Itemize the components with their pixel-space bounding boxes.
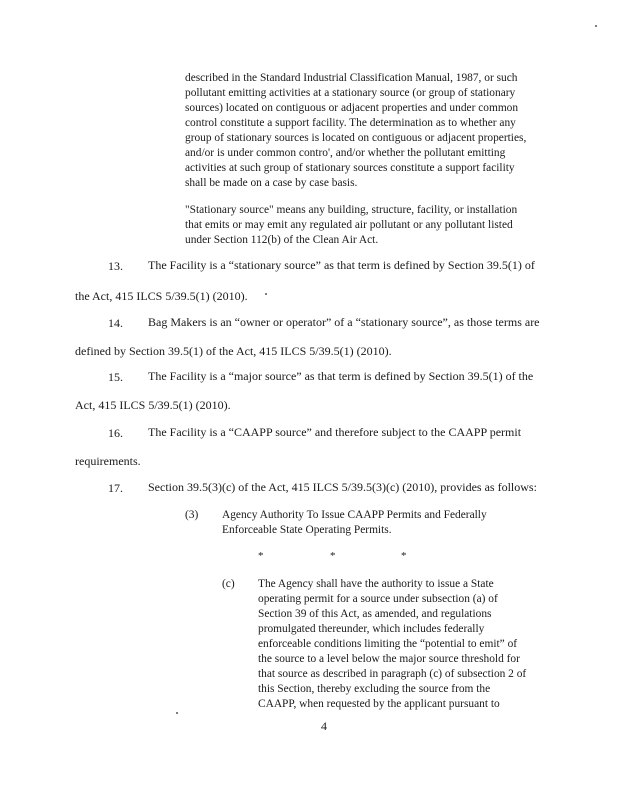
- subsection-label: (3): [185, 509, 199, 521]
- subsection-label: (c): [222, 578, 235, 590]
- paragraph-text: Section 39.5(3)(c) of the Act, 415 ILCS 5/39.5(3)(c) (2010), provides as follows:: [148, 480, 537, 494]
- subsection-line: the source to a level below the major source threshold for: [258, 653, 520, 665]
- paragraph-number: 16.: [108, 426, 123, 440]
- paragraph-number: 15.: [108, 370, 123, 384]
- subsection-heading-line: Agency Authority To Issue CAAPP Permits and Federally: [222, 509, 487, 521]
- paragraph-text: The Facility is a “CAAPP source” and therefore subject to the CAAPP permit: [148, 425, 522, 439]
- quote-line: that emits or may emit any regulated air pollutant or any pollutant listed: [185, 219, 513, 231]
- quote-line: "Stationary source" means any building, structure, facility, or installation: [185, 204, 518, 216]
- quote-line: under Section 112(b) of the Clean Air Act.: [185, 234, 379, 246]
- quote-line: sources) located on contiguous or adjacent properties and under common: [185, 102, 519, 114]
- paragraph-text: Act, 415 ILCS 5/39.5(1) (2010).: [75, 398, 231, 412]
- paragraph-text: Bag Makers is an “owner or operator” of a “stationary source”, as those terms are: [148, 315, 540, 329]
- asterisk: *: [401, 550, 407, 562]
- subsection-line: that source as described in paragraph (c) of subsection 2 of: [258, 668, 527, 680]
- paragraph-number: 17.: [108, 481, 123, 495]
- quote-line: pollutant emitting activities at a stationary source (or group of stationary: [185, 87, 516, 99]
- quote-line: activities at such group of stationary sources constitute a support facility: [185, 162, 515, 174]
- subsection-heading-line: Enforceable State Operating Permits.: [222, 524, 392, 536]
- paragraph-text: the Act, 415 ILCS 5/39.5(1) (2010).: [75, 289, 248, 303]
- paragraph-text: The Facility is a “major source” as that term is defined by Section 39.5(1) of the: [148, 369, 534, 383]
- scan-speck: [265, 293, 267, 295]
- quote-line: and/or is under common contro', and/or whether the pollutant emitting: [185, 147, 506, 159]
- paragraph-number: 14.: [108, 316, 123, 330]
- asterisk: *: [330, 550, 336, 562]
- subsection-line: promulgated thereunder, which includes federally: [258, 623, 485, 635]
- subsection-line: The Agency shall have the authority to issue a State: [258, 578, 494, 590]
- paragraph-number: 13.: [108, 259, 123, 273]
- asterisk: *: [258, 550, 264, 562]
- paragraph-text: The Facility is a “stationary source” as that term is defined by Section 39.5(1) of: [148, 258, 535, 272]
- quote-line: described in the Standard Industrial Classification Manual, 1987, or such: [185, 72, 518, 84]
- page-number: 4: [321, 719, 327, 733]
- paragraph-text: requirements.: [75, 454, 141, 468]
- subsection-line: this Section, thereby excluding the source from the: [258, 683, 491, 695]
- scan-speck: [595, 25, 597, 27]
- subsection-line: enforceable conditions limiting the “potential to emit” of: [258, 638, 518, 650]
- scan-speck: [176, 712, 178, 714]
- subsection-line: operating permit for a source under subsection (a) of: [258, 593, 498, 605]
- paragraph-text: defined by Section 39.5(1) of the Act, 415 ILCS 5/39.5(1) (2010).: [75, 344, 392, 358]
- subsection-line: Section 39 of this Act, as amended, and regulations: [258, 608, 492, 620]
- quote-line: group of stationary sources is located on contiguous or adjacent properties,: [185, 132, 527, 144]
- subsection-line: CAAPP, when requested by the applicant pursuant to: [258, 698, 500, 710]
- quote-line: shall be made on a case by case basis.: [185, 177, 358, 189]
- quote-line: control constitute a support facility. The determination as to whether any: [185, 117, 516, 129]
